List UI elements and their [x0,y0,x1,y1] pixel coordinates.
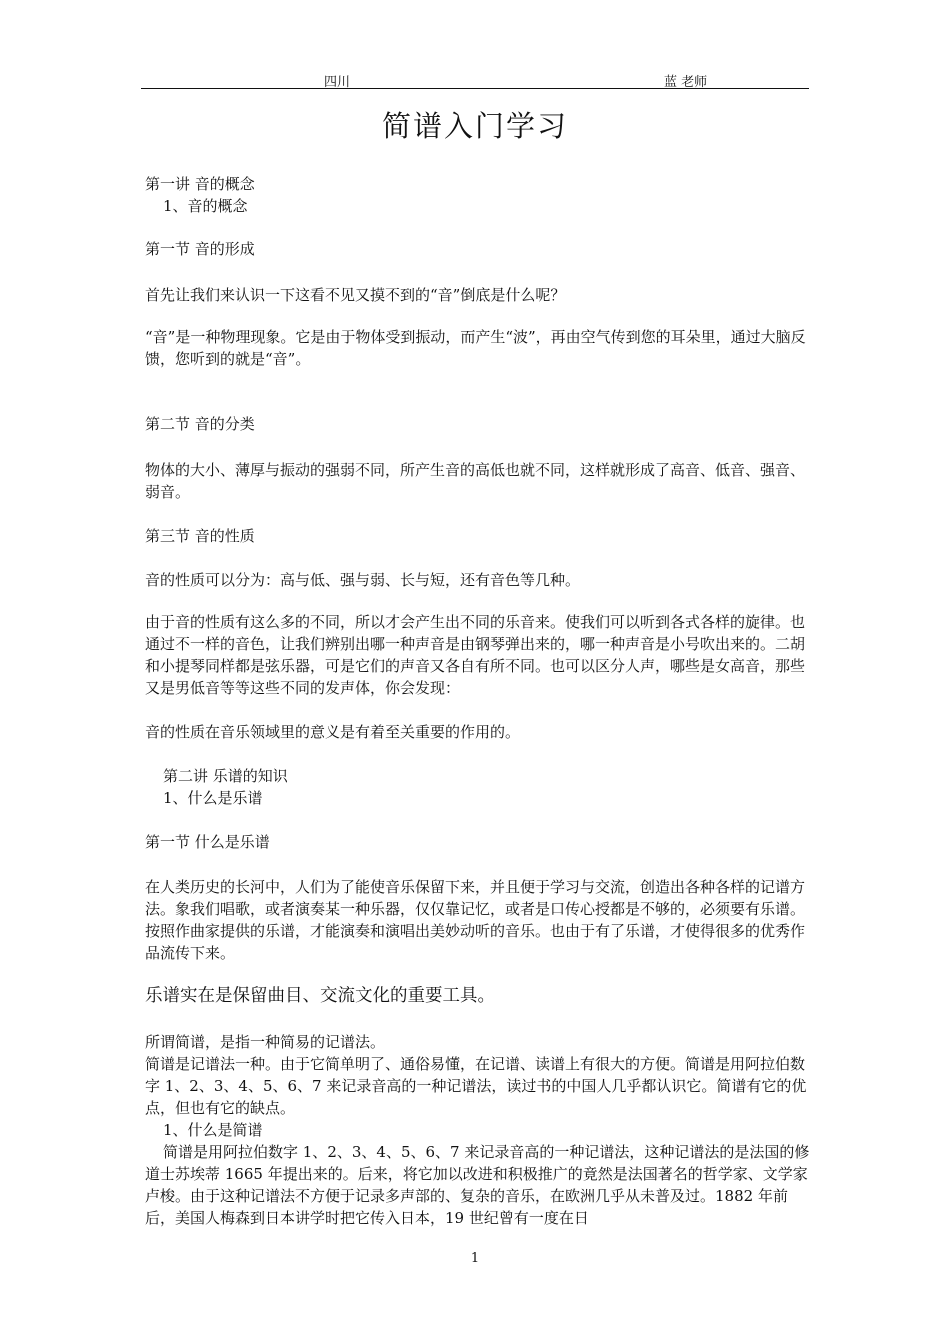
paragraph: 物体的大小、薄厚与振动的强弱不同，所产生音的高低也就不同，这样就形成了高音、低音、强音、弱音。 [145,461,806,501]
paragraph: 简谱是记谱法一种。由于它简单明了、通俗易懂，在记谱、读谱上有很大的方便。简谱是用阿拉伯数字 1、2、3、4、5、6、7 来记录音高的一种记谱法，读过书的中国人几乎都认识它。简谱有它的优点，但也有它的缺点。 [145,1055,807,1117]
sub-heading: 1、什么是简谱 [163,1121,263,1139]
paragraph: “音”是一种物理现象。它是由于物体受到振动，而产生“波”，再由空气传到您的耳朵里，通过大脑反馈，您听到的就是“音”。 [145,328,806,368]
emphasis-paragraph: 乐谱实在是保留曲目、交流文化的重要工具。 [145,986,495,1006]
paragraph: 由于音的性质有这么多的不同，所以才会产生出不同的乐音来。使我们可以听到各式各样的旋律。也通过不一样的音色，让我们辨别出哪一种声音是由钢琴弹出来的，哪一种声音是小号吹出来的。二胡和小提琴同样都是弦乐器，可是它们的声音又各自有所不同。也可以区分人声，哪些是女高音，那些又是男低音等等这些不同的发声体，你会发现： [145,613,806,697]
section-heading: 第三节 音的性质 [145,527,255,545]
sub-heading: 1、什么是乐谱 [163,789,263,807]
lecture-2-heading: 第二讲 乐谱的知识 [163,767,288,785]
header-left: 四川 [324,75,351,90]
header-right: 蓝 老师 [664,75,708,90]
section-heading: 第一节 音的形成 [145,240,255,258]
document-title: 简谱入门学习 [381,109,568,143]
lecture-1-heading: 第一讲 音的概念 [145,175,255,193]
paragraph: 简谱是用阿拉伯数字 1、2、3、4、5、6、7 来记录音高的一种记谱法，这种记谱法的是法国的修道士苏埃蒂 1665 年提出来的。后来，将它加以改进和积极推广的竟然是法国著名的哲学家、文学家卢梭。由于这种记谱法不方便于记录多声部的、复杂的音乐，在欧洲几乎从未普及过。1882 年前后，美国人梅森到日本讲学时把它传入日本，19 世纪曾有一度在日 [145,1143,810,1227]
section-heading: 第二节 音的分类 [145,415,255,433]
paragraph: 在人类历史的长河中，人们为了能使音乐保留下来，并且便于学习与交流，创造出各种各样的记谱方法。象我们唱歌，或者演奏某一种乐器，仅仅靠记忆，或者是口传心授都是不够的，必须要有乐谱。按照作曲家提供的乐谱，才能演奏和演唱出美妙动听的音乐。也由于有了乐谱，才使得很多的优秀作品流传下来。 [145,878,806,962]
sub-heading: 1、音的概念 [163,197,248,215]
paragraph: 首先让我们来认识一下这看不见又摸不到的“音”倒底是什么呢？ [145,286,566,304]
paragraph: 音的性质在音乐领域里的意义是有着至关重要的作用的。 [145,723,521,741]
paragraph: 所谓简谱，是指一种简易的记谱法。 [145,1033,386,1051]
paragraph: 音的性质可以分为：高与低、强与弱、长与短，还有音色等几种。 [145,571,581,589]
page-number: 1 [470,1251,480,1266]
section-heading: 第一节 什么是乐谱 [145,833,270,851]
page-header [141,70,809,89]
